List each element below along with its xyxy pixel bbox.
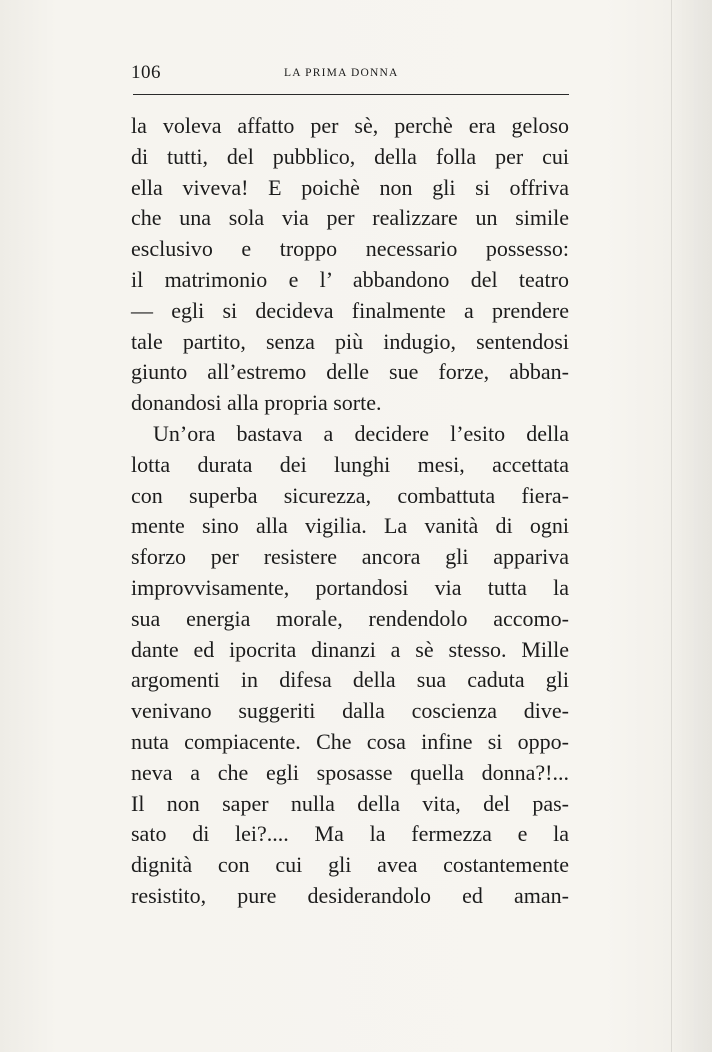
text-line: nuta compiacente. Che cosa infine si oppo- (131, 728, 569, 754)
text-line: la voleva affatto per sè, perchè era geloso (131, 113, 569, 138)
text-line: con superba sicurezza, combattuta fiera- (131, 482, 569, 508)
text-line: il matrimonio e l’ abbandono del teatro (131, 266, 569, 292)
page-edge-shadow (671, 0, 712, 1052)
text-line: sato di lei?.... Ma la fermezza e la (131, 821, 569, 847)
text-line: sua energia morale, rendendolo accomo- (131, 605, 569, 631)
text-line: di tutti, del pubblico, della folla per cui (131, 143, 569, 169)
text-line: — egli si decideva finalmente a prendere (131, 297, 569, 323)
text-line: argomenti in difesa della sua caduta gli (131, 667, 569, 693)
text-line: dignità con cui gli avea costantemente (131, 852, 569, 878)
text-line: dante ed ipocrita dinanzi a sè stesso. Mille (131, 636, 569, 662)
text-line: neva a che egli sposasse quella donna?!... (131, 759, 569, 785)
page-number: 106 (131, 62, 161, 83)
text-line: tale partito, senza più indugio, sentendosi (131, 328, 569, 354)
text-line: sforzo per resistere ancora gli appariva (131, 544, 569, 570)
text-line: che una sola via per realizzare un simile (131, 205, 569, 231)
body-text (131, 111, 569, 912)
text-line: improvvisamente, portandosi via tutta la (131, 574, 569, 600)
text-line: Un’ora bastava a decidere l’esito della (153, 420, 569, 446)
text-line: esclusivo e troppo necessario possesso: (131, 236, 569, 262)
text-line: donandosi alla propria sorte. (131, 390, 382, 416)
running-title: LA PRIMA DONNA (284, 67, 399, 79)
page-header (131, 62, 571, 86)
text-line: lotta durata dei lunghi mesi, accettata (131, 451, 569, 477)
text-line: giunto all’estremo delle sue forze, abban- (131, 359, 569, 385)
text-line: Il non saper nulla della vita, del pas- (131, 790, 569, 816)
text-line: resistito, pure desiderandolo ed aman- (131, 882, 569, 908)
text-line: mente sino alla vigilia. La vanità di ogni (131, 513, 569, 539)
header-rule (133, 94, 569, 95)
text-line: ella viveva! E poichè non gli si offriva (131, 174, 569, 200)
text-line: venivano suggeriti dalla coscienza dive- (131, 698, 569, 724)
